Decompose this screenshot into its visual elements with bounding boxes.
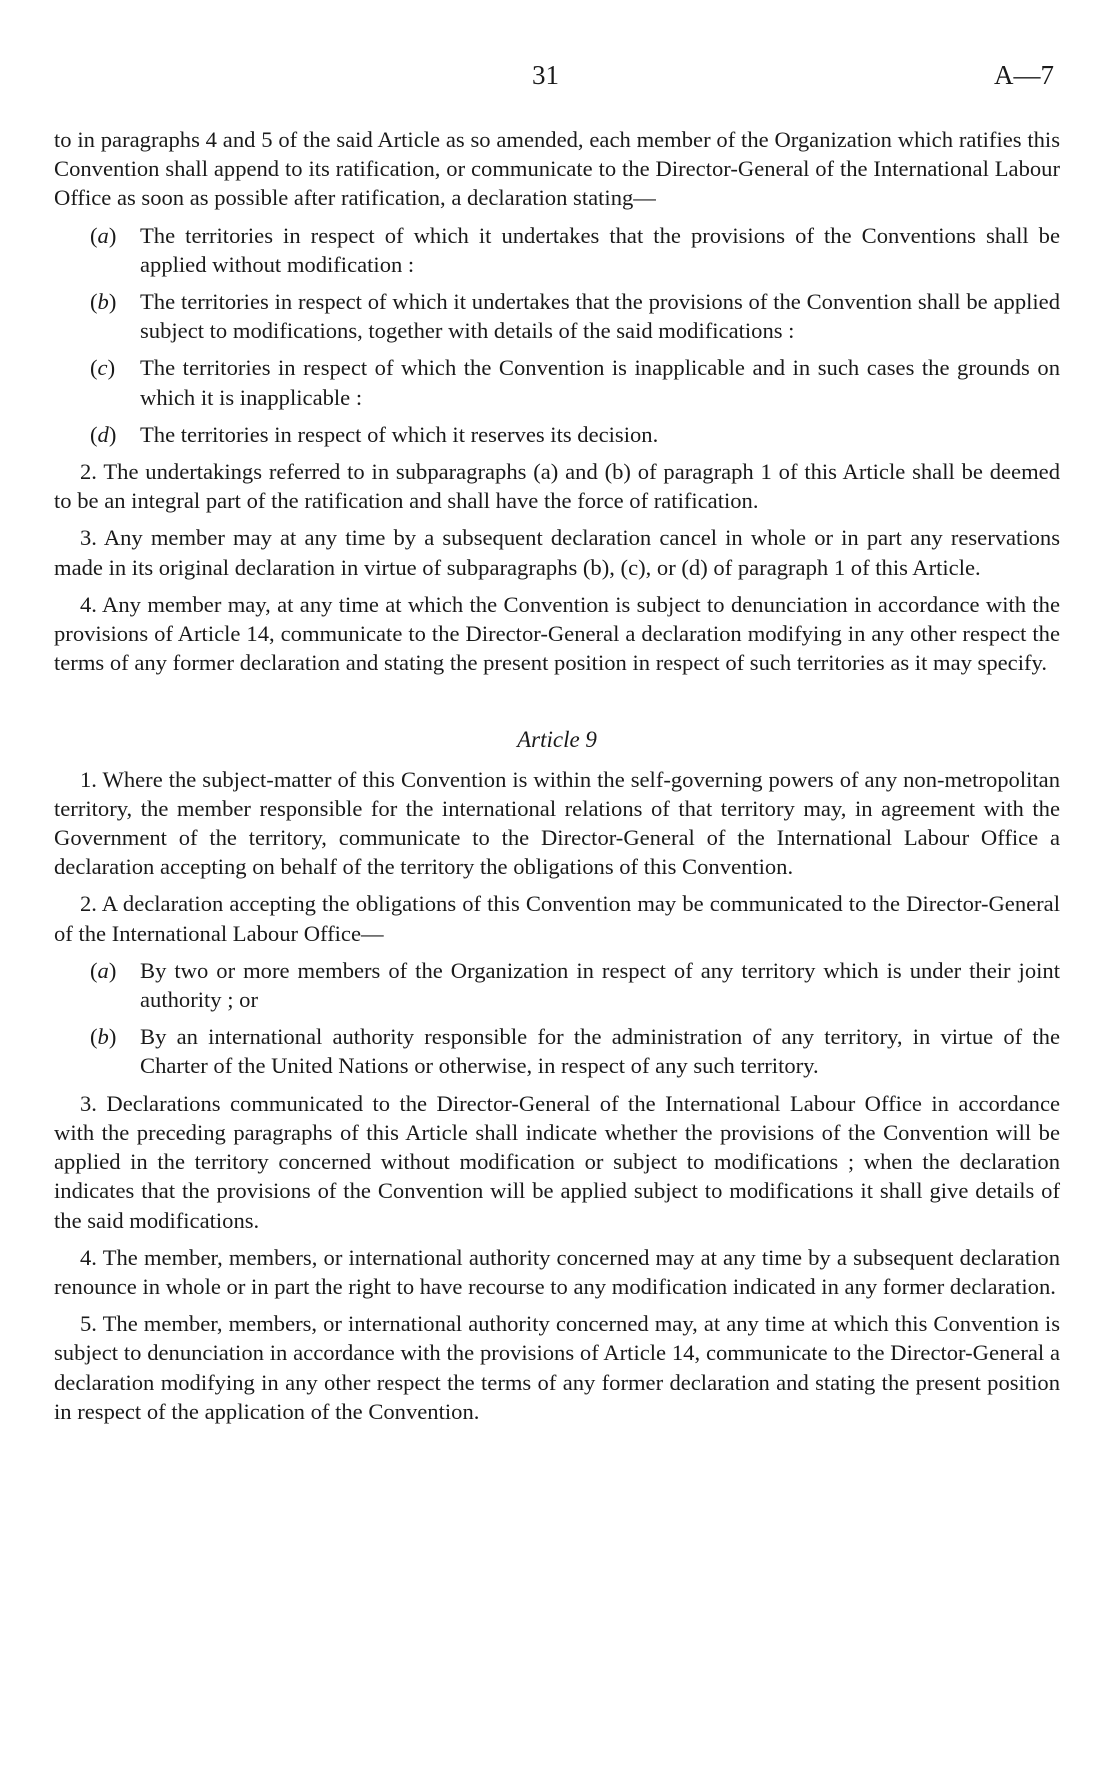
article9-paragraph-2: 2. A declaration accepting the obligations of this Convention may be communicated to the Director-General of the International Labour Office— <box>54 891 1060 946</box>
page-number: 31 <box>532 60 559 90</box>
page-header <box>0 60 1114 94</box>
document-reference: A—7 <box>994 60 1054 90</box>
paragraph-3: 3. Any member may at any time by a subsequent declaration cancel in whole or in part any reservations made in its original declaration in virtue of subparagraphs (b), (c), or (d) of paragraph 1 of this Article. <box>54 525 1060 580</box>
item-label: (b) <box>90 289 117 315</box>
article9-paragraph-1: 1. Where the subject-matter of this Convention is within the self-governing powers of any non-metropolitan territory, the member responsible for the international relations of that territory may, in agreement with the Government of the territory, communicate to the Director-General of the International Labour Office a declaration accepting on behalf of the territory the obligations of this Convention. <box>54 766 1060 880</box>
item-label: (c) <box>90 355 116 381</box>
article9-paragraph-5: 5. The member, members, or international authority concerned may, at any time at which this Convention is subject to denunciation in accordance with the provisions of Article 14, communicate to the Director-General a declaration modifying in any other respect the terms of any former declaration and stating the present position in respect of the application of the Convention. <box>54 1311 1060 1424</box>
article-heading: Article 9 <box>517 727 597 753</box>
paragraph-4: 4. Any member may, at any time at which the Convention is subject to denunciation in accordance with the provisions of Article 14, communicate to the Director-General a declaration modifying in any other respect the terms of any former declaration and stating the present position in respect of such territories as it may specify. <box>54 591 1060 676</box>
document-body <box>54 125 1060 1426</box>
item-text: By two or more members of the Organization in respect of any territory which is under their joint authority ; or <box>140 957 1060 1013</box>
item-text: The territories in respect of which it undertakes that the provisions of the Convention shall be applied subject to modifications, together with details of the said modifications : <box>140 289 1060 344</box>
article9-paragraph-3: 3. Declarations communicated to the Director-General of the International Labour Office in accordance with the preceding paragraphs of this Article shall indicate whether the provisions of the Convention will be applied in the territory concerned without modification or subject to modifications ; when the declaration indicates that the provisions of the Convention will be applied subject to modifications it shall give details of the said modifications. <box>54 1090 1060 1233</box>
list-item-a <box>90 221 1060 279</box>
item-text: The territories in respect of which it undertakes that the provisions of the Conventions shall be applied without modification : <box>140 222 1060 277</box>
item-text: The territories in respect of which it reserves its decision. <box>140 421 659 447</box>
item-text: The territories in respect of which the Convention is inapplicable and in such cases the grounds on which it is inapplicable : <box>140 355 1060 410</box>
item-label: (d) <box>90 421 117 447</box>
item-label: (b) <box>90 1024 117 1050</box>
list-item-d <box>90 420 1060 449</box>
list-item-c <box>90 353 1060 411</box>
article9-paragraph-4: 4. The member, members, or international authority concerned may at any time by a subsequent declaration renounce in whole or in part the right to have recourse to any modification indicated in any former declaration. <box>54 1244 1060 1299</box>
paragraph-2: 2. The undertakings referred to in subparagraphs (a) and (b) of paragraph 1 of this Article shall be deemed to be an integral part of the ratification and shall have the force of ratification. <box>54 459 1060 514</box>
item-label: (a) <box>90 222 117 248</box>
item-text: By an international authority responsible for the administration of any territory, in virtue of the Charter of the United Nations or otherwise, in respect of any such territory. <box>140 1024 1060 1079</box>
item-label: (a) <box>90 957 117 983</box>
article9-list-item-b <box>90 1022 1060 1080</box>
article9-list-item-a <box>90 956 1060 1014</box>
list-item-b <box>90 287 1060 345</box>
opening-paragraph: to in paragraphs 4 and 5 of the said Article as so amended, each member of the Organization which ratifies this Convention shall append to its ratification, or communicate to the Director-General of the International Labour Office as soon as possible after ratification, a declaration stating— <box>54 127 1060 211</box>
